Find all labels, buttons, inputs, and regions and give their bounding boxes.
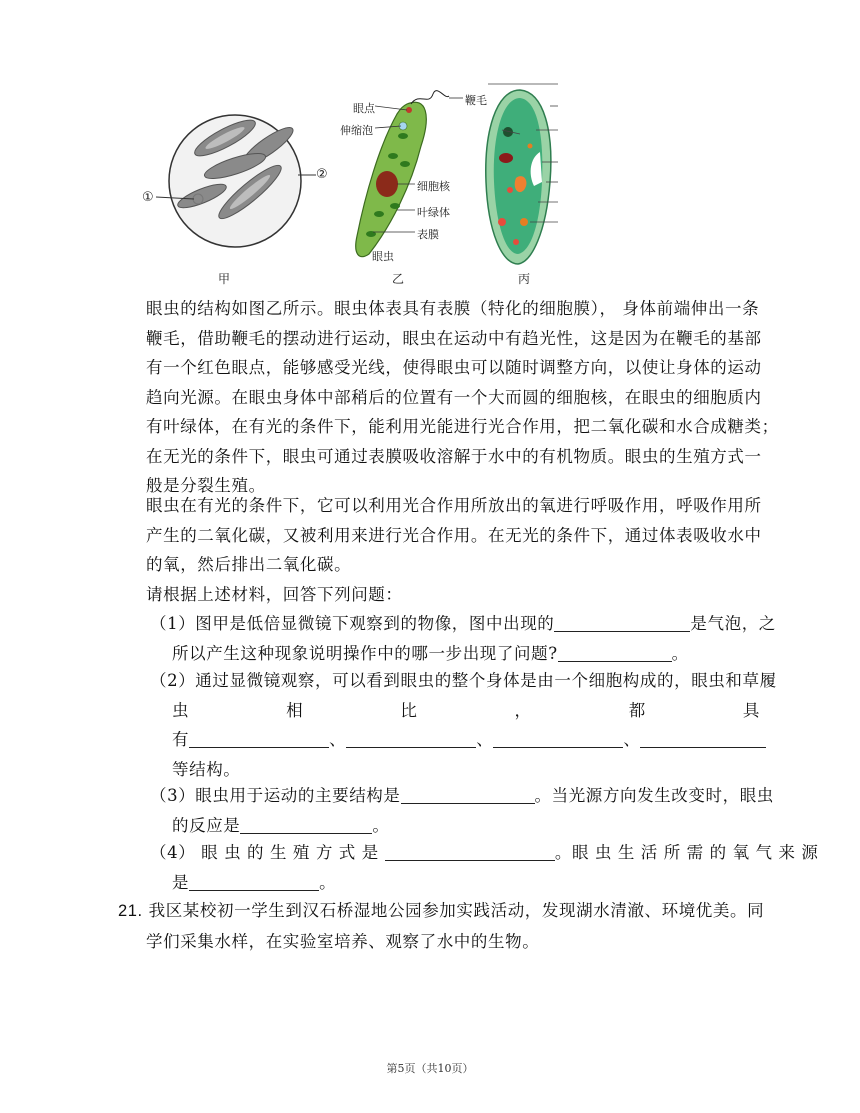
q21-line-1: 我区某校初一学生到汉石桥湿地公园参加实践活动，发现湖水清澈、环境优美。同 bbox=[148, 901, 765, 920]
text-line: 的氧，然后排出二氧化碳。 bbox=[146, 555, 352, 574]
question-4 bbox=[150, 838, 819, 897]
label-bianmao: 鞭毛 bbox=[465, 94, 487, 107]
label-yelvti: 叶绿体 bbox=[417, 206, 450, 219]
label-yanchong: 眼虫 bbox=[372, 250, 394, 263]
text-line: 有一个红色眼点，能够感受光线，使得眼虫可以随时调整方向，以使让身体的运动 bbox=[146, 358, 762, 377]
text-line: 趋向光源。在眼虫身体中部稍后的位置有一个大而圆的细胞核，在眼虫的细胞质内 bbox=[146, 387, 762, 407]
caption-jia: 甲 bbox=[218, 272, 231, 286]
paramecium-diagram-image bbox=[480, 82, 560, 270]
label-biaomo: 表膜 bbox=[417, 228, 439, 241]
q2-text-a: （2）通过显微镜观察，可以看到眼虫的整个身体是由一个细胞构成的，眼虫和草履 bbox=[150, 671, 777, 690]
q2-sep: 、 bbox=[623, 730, 641, 749]
label-xibaohe: 细胞核 bbox=[417, 180, 450, 193]
question-21 bbox=[118, 896, 764, 956]
q2-answer-blank-3[interactable] bbox=[493, 729, 623, 748]
q3-text-d: 。 bbox=[372, 815, 390, 835]
q1-answer-blank-1[interactable] bbox=[554, 613, 690, 632]
prompt-text: 请根据上述材料，回答下列问题： bbox=[146, 584, 403, 604]
q3-text-a: （3）眼虫用于运动的主要结构是 bbox=[150, 786, 401, 805]
caption-bing: 丙 bbox=[518, 272, 531, 286]
label-shensuopao: 伸缩泡 bbox=[340, 124, 373, 137]
label-circle-2: ② bbox=[316, 167, 328, 182]
q2-spread-line bbox=[150, 696, 760, 726]
q21-line-2: 学们采集水样，在实验室培养、观察了水中的生物。 bbox=[146, 931, 540, 951]
q1-answer-blank-2[interactable] bbox=[558, 643, 672, 662]
q1-text-d: 。 bbox=[671, 643, 689, 663]
q4-text-b: 。眼 虫 生 活 所 需 的 氧 气 来 源 bbox=[554, 843, 819, 862]
q2-char: ， bbox=[514, 700, 532, 720]
label-yandian: 眼点 bbox=[353, 102, 375, 115]
text-line: 眼虫在有光的条件下，它可以利用光合作用所放出的氧进行呼吸作用，呼吸作用所 bbox=[146, 496, 762, 515]
material-paragraph-2 bbox=[146, 491, 762, 609]
q2-char: 具 bbox=[742, 700, 760, 720]
q2-answer-blank-4[interactable] bbox=[640, 729, 766, 748]
q1-text-b: 是气泡，之 bbox=[690, 614, 776, 633]
microscope-view-image bbox=[140, 76, 340, 276]
q2-sep: 、 bbox=[476, 730, 494, 749]
text-line: 眼虫的结构如图乙所示。眼虫体表具有表膜（特化的细胞膜）， 身体前端伸出一条 bbox=[146, 299, 760, 318]
q2-answer-blank-2[interactable] bbox=[346, 729, 476, 748]
q4-text-a: （4） 眼 虫 的 生 殖 方 式 是 bbox=[150, 843, 379, 862]
q3-answer-blank-1[interactable] bbox=[401, 785, 535, 804]
text-line: 在无光的条件下，眼虫可通过表膜吸收溶解于水中的有机物质。眼虫的生殖方式一 bbox=[146, 446, 762, 466]
caption-yi: 乙 bbox=[392, 272, 405, 286]
question-3 bbox=[150, 781, 774, 840]
q2-char: 比 bbox=[400, 700, 418, 720]
q4-answer-blank-1[interactable] bbox=[385, 842, 555, 861]
q4-answer-blank-2[interactable] bbox=[189, 872, 319, 891]
text-line: 有叶绿体，在有光的条件下，能利用光能进行光合作用，把二氧化碳和水合成糖类； bbox=[146, 417, 779, 436]
q2-sep: 、 bbox=[329, 730, 347, 749]
q3-answer-blank-2[interactable] bbox=[240, 815, 372, 834]
label-circle-1: ① bbox=[142, 190, 154, 205]
q1-text-c: 所以产生这种现象说明操作中的哪一步出现了问题? bbox=[172, 643, 558, 663]
q2-char: 虫 bbox=[172, 700, 190, 720]
text-line: 般是分裂生殖。 bbox=[146, 476, 266, 495]
q3-text-b: 。当光源方向发生改变时，眼虫 bbox=[534, 786, 774, 805]
question-2 bbox=[150, 666, 777, 784]
q2-text-c: 有 bbox=[172, 730, 190, 749]
q2-char: 相 bbox=[286, 700, 304, 720]
text-line: 鞭毛，借助鞭毛的摆动进行运动，眼虫在运动中有趋光性，这是因为在鞭毛的基部 bbox=[146, 328, 762, 348]
q2-char: 都 bbox=[628, 700, 646, 720]
q21-number: 21. bbox=[118, 902, 143, 920]
page-footer: 第5页（共10页） bbox=[386, 1062, 474, 1075]
q4-text-d: 。 bbox=[319, 872, 337, 892]
text-line: 产生的二氧化碳，又被利用来进行光合作用。在无光的条件下，通过体表吸收水中 bbox=[146, 525, 762, 545]
question-1 bbox=[150, 609, 776, 668]
q4-text-c: 是 bbox=[172, 872, 190, 892]
q1-text-a: （1）图甲是低倍显微镜下观察到的物像，图中出现的 bbox=[150, 614, 555, 633]
q2-text-e: 等结构。 bbox=[172, 759, 241, 779]
material-paragraph-1 bbox=[146, 294, 779, 501]
q3-text-c: 的反应是 bbox=[172, 815, 241, 835]
figure bbox=[140, 76, 560, 288]
q2-answer-blank-1[interactable] bbox=[189, 729, 329, 748]
